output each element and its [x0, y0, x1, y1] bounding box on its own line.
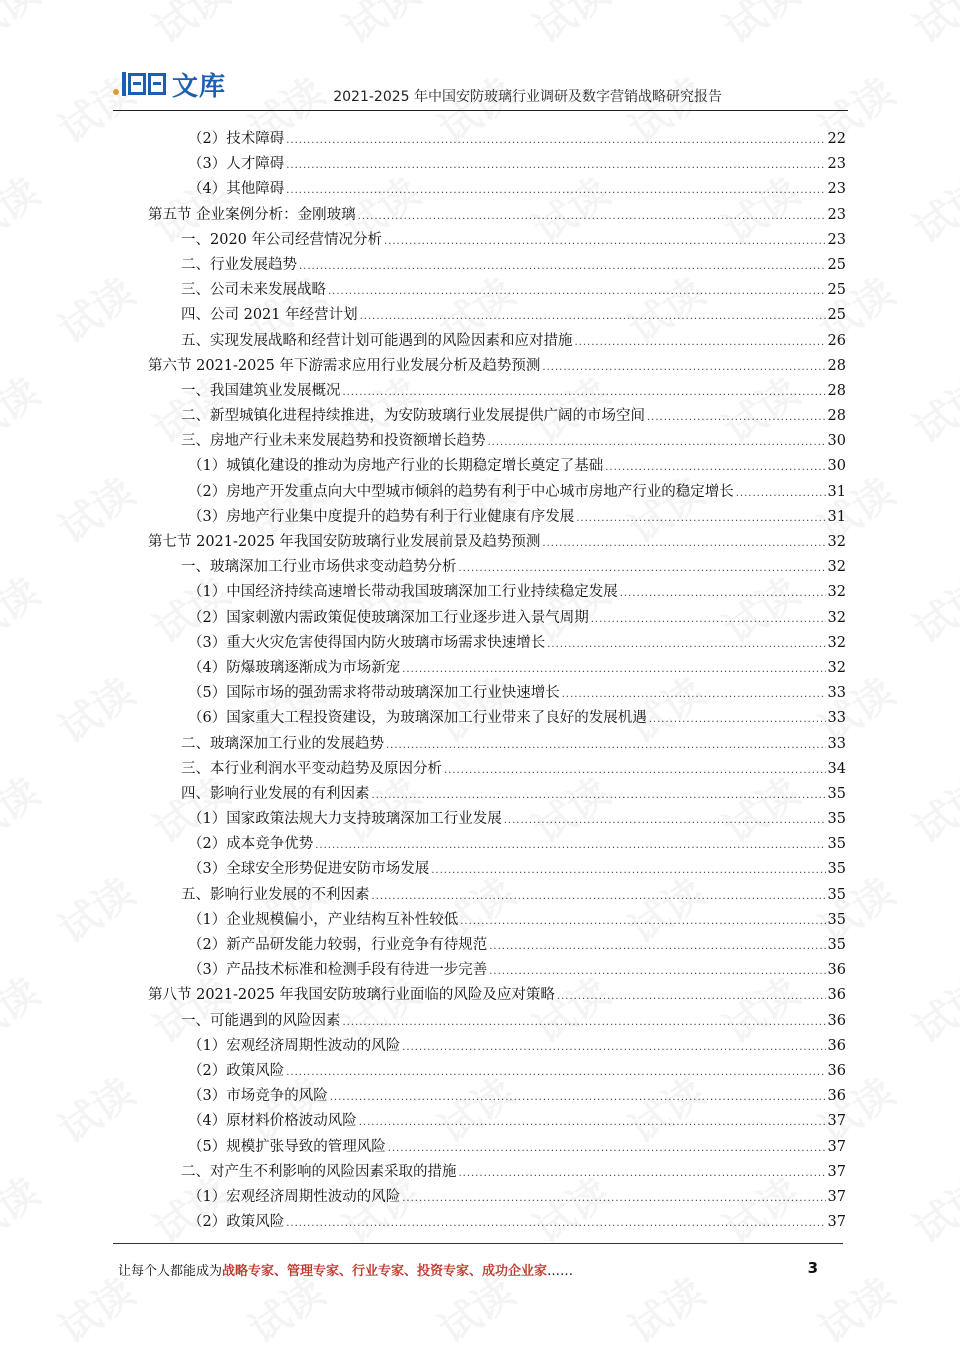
toc-leader-dots — [489, 934, 825, 959]
toc-entry[interactable] — [148, 983, 846, 1008]
watermark-text — [0, 762, 49, 855]
toc-entry[interactable] — [148, 580, 846, 605]
logo-mark-icon — [122, 72, 166, 96]
toc-entry-page: 31 — [827, 483, 846, 500]
toc-entry[interactable] — [148, 1034, 846, 1059]
toc-entry-title: 二、新型城镇化进程持续推进，为安防玻璃行业发展提供广阔的市场空间 — [181, 408, 645, 425]
toc-entry-title: （4）原材料价格波动风险 — [188, 1113, 357, 1130]
toc-entry-page: 35 — [827, 811, 846, 828]
toc-leader-dots — [402, 657, 825, 682]
toc-leader-dots — [372, 783, 826, 808]
toc-leader-dots — [343, 1010, 826, 1035]
toc-entry-page: 36 — [827, 962, 846, 979]
toc-entry-title: （2）房地产开发重点向大中型城市倾斜的趋势有利于中心城市房地产行业的稳定增长 — [188, 483, 734, 500]
footer-divider — [113, 1243, 843, 1244]
toc-leader-dots — [542, 531, 825, 556]
toc-leader-dots — [360, 304, 826, 329]
toc-entry[interactable] — [148, 807, 846, 832]
toc-entry[interactable] — [148, 832, 846, 857]
toc-entry[interactable] — [148, 454, 846, 479]
toc-leader-dots — [286, 1211, 825, 1236]
toc-entry-title: 一、玻璃深加工行业市场供求变动趋势分析 — [181, 559, 457, 576]
page-number: 3 — [807, 1259, 818, 1277]
toc-leader-dots — [542, 355, 825, 380]
watermark-text — [141, 0, 239, 55]
toc-leader-dots — [372, 884, 826, 909]
toc-entry-page: 35 — [827, 886, 846, 903]
toc-entry-title: （3）全球安全形势促进安防市场发展 — [188, 861, 430, 878]
toc-entry-page: 23 — [827, 206, 846, 223]
toc-leader-dots — [328, 279, 826, 304]
toc-entry-title: （5）规模扩张导致的管理风险 — [188, 1138, 386, 1155]
toc-entry-title: 三、房地产行业未来发展趋势和投资额增长趋势 — [181, 433, 486, 450]
toc-entry-title: 二、对产生不利影响的风险因素采取的措施 — [181, 1163, 457, 1180]
toc-leader-dots — [736, 481, 826, 506]
toc-entry-page: 25 — [827, 307, 846, 324]
toc-entry[interactable] — [148, 732, 846, 757]
watermark-text — [331, 0, 429, 55]
toc-entry-page: 31 — [827, 508, 846, 525]
toc-leader-dots — [647, 405, 826, 430]
toc-leader-dots — [605, 455, 825, 480]
toc-entry-page: 34 — [827, 760, 846, 777]
toc-entry-page: 30 — [827, 458, 846, 475]
toc-entry-page: 32 — [827, 634, 846, 651]
toc-entry[interactable] — [148, 152, 846, 177]
toc-entry-title: （1）宏观经济周期性波动的风险 — [188, 1037, 401, 1054]
toc-entry-page: 33 — [827, 710, 846, 727]
toc-entry-page: 37 — [827, 1138, 846, 1155]
toc-entry-title: （3）重大火灾危害使得国内防火玻璃市场需求快速增长 — [188, 634, 546, 651]
watermark-text — [901, 0, 960, 55]
watermark-text — [46, 262, 144, 355]
toc-leader-dots — [388, 1136, 826, 1161]
watermark-text — [901, 162, 960, 255]
toc-entry-title: 第八节 2021-2025 年我国安防玻璃行业面临的风险及应对策略 — [148, 987, 555, 1004]
toc-entry[interactable] — [148, 706, 846, 731]
toc-entry-page: 37 — [827, 1113, 846, 1130]
toc-leader-dots — [286, 1060, 825, 1085]
toc-entry-title: （2）政策风险 — [188, 1214, 285, 1231]
toc-leader-dots — [562, 682, 826, 707]
toc-leader-dots — [504, 808, 826, 833]
toc-leader-dots — [557, 984, 826, 1009]
toc-entry-page: 23 — [827, 181, 846, 198]
toc-entry[interactable] — [148, 883, 846, 908]
toc-leader-dots — [649, 707, 826, 732]
toc-entry-title: 二、玻璃深加工行业的发展趋势 — [181, 735, 384, 752]
toc-entry-page: 22 — [827, 131, 846, 147]
toc-entry-title: 第五节 企业案例分析：金刚玻璃 — [148, 206, 356, 223]
toc-entry-title: 四、影响行业发展的有利因素 — [181, 785, 370, 802]
toc-entry[interactable] — [148, 379, 846, 404]
toc-entry-title: （4）其他障碍 — [188, 181, 285, 198]
toc-entry[interactable] — [148, 656, 846, 681]
watermark-text — [901, 1162, 960, 1255]
watermark-text — [0, 0, 49, 55]
toc-entry-page: 26 — [827, 332, 846, 349]
toc-entry[interactable] — [148, 631, 846, 656]
toc-entry[interactable] — [148, 429, 846, 454]
toc-entry[interactable] — [148, 782, 846, 807]
toc-leader-dots — [444, 758, 826, 783]
toc-entry[interactable] — [148, 480, 846, 505]
toc-entry-title: （4）防爆玻璃逐渐成为市场新宠 — [188, 659, 401, 676]
toc-entry[interactable] — [148, 681, 846, 706]
toc-entry-title: （5）国际市场的强劲需求将带动玻璃深加工行业快速增长 — [188, 685, 560, 702]
toc-entry[interactable] — [148, 606, 846, 631]
watermark-text — [616, 1262, 714, 1355]
toc-entry-title: （1）国家政策法规大力支持玻璃深加工行业发展 — [188, 811, 502, 828]
toc-entry[interactable] — [148, 1009, 846, 1034]
toc-entry-page: 23 — [827, 231, 846, 248]
toc-entry-title: （6）国家重大工程投资建设，为玻璃深加工行业带来了良好的发展机遇 — [188, 710, 647, 727]
table-of-contents — [148, 127, 846, 1235]
toc-entry-page: 25 — [827, 282, 846, 299]
toc-entry-title: （1）宏观经济周期性波动的风险 — [188, 1188, 401, 1205]
toc-leader-dots — [299, 254, 826, 279]
toc-entry-title: （1）中国经济持续高速增长带动我国玻璃深加工行业持续稳定发展 — [188, 584, 618, 601]
toc-entry-title: 二、行业发展趋势 — [181, 256, 297, 273]
toc-entry-title: 第六节 2021-2025 年下游需求应用行业发展分析及趋势预测 — [148, 357, 541, 374]
toc-leader-dots — [286, 153, 825, 178]
toc-entry-title: （1）企业规模偏小，产业结构互补性较低 — [188, 911, 459, 928]
toc-leader-dots — [315, 833, 825, 858]
logo-text: 文库 — [172, 71, 227, 102]
toc-entry-page: 36 — [827, 1088, 846, 1105]
toc-leader-dots — [286, 128, 825, 153]
toc-entry[interactable] — [148, 908, 846, 933]
logo — [113, 68, 226, 100]
toc-entry-title: 三、公司未来发展战略 — [181, 282, 326, 299]
toc-entry[interactable] — [148, 354, 846, 379]
toc-entry-title: 一、可能遇到的风险因素 — [181, 1012, 341, 1029]
toc-leader-dots — [547, 632, 825, 657]
toc-leader-dots — [489, 959, 825, 984]
toc-entry-page: 36 — [827, 1062, 846, 1079]
toc-entry[interactable] — [148, 278, 846, 303]
toc-entry-page: 25 — [827, 256, 846, 273]
toc-leader-dots — [330, 1085, 826, 1110]
toc-entry-page: 32 — [827, 534, 846, 550]
toc-entry-page: 28 — [827, 408, 846, 425]
watermark-text — [901, 962, 960, 1055]
toc-entry[interactable] — [148, 555, 846, 580]
watermark-text — [901, 762, 960, 855]
toc-entry[interactable] — [148, 228, 846, 253]
watermark-text — [0, 362, 49, 455]
toc-entry[interactable] — [148, 203, 846, 228]
toc-entry[interactable] — [148, 933, 846, 958]
toc-entry[interactable] — [148, 530, 846, 555]
watermark-text — [0, 562, 49, 655]
watermark-text — [0, 162, 49, 255]
toc-entry-page: 35 — [827, 861, 846, 878]
toc-leader-dots — [459, 556, 826, 581]
toc-entry[interactable] — [148, 1185, 846, 1210]
toc-entry[interactable] — [148, 1210, 846, 1235]
toc-entry[interactable] — [148, 857, 846, 882]
toc-entry[interactable] — [148, 404, 846, 429]
toc-entry[interactable] — [148, 1059, 846, 1084]
toc-entry-title: 一、2020 年公司经营情况分析 — [181, 231, 383, 248]
toc-entry-page: 35 — [827, 937, 846, 953]
toc-entry[interactable] — [148, 1109, 846, 1134]
footer-highlight: 战略专家、管理专家、行业专家、投资专家、成功企业家 — [222, 1264, 548, 1279]
toc-entry[interactable] — [148, 127, 846, 152]
toc-entry-title: （2）技术障碍 — [188, 131, 285, 147]
toc-leader-dots — [575, 330, 826, 355]
toc-entry-title: （1）城镇化建设的推动为房地产行业的长期稳定增长奠定了基础 — [188, 458, 604, 475]
toc-entry-page: 28 — [827, 357, 846, 374]
toc-entry[interactable] — [148, 958, 846, 983]
toc-entry-title: （2）新产品研发能力较弱，行业竞争有待规范 — [188, 937, 488, 953]
watermark-text — [711, 0, 809, 55]
toc-entry[interactable] — [148, 757, 846, 782]
toc-entry-title: 五、实现发展战略和经营计划可能遇到的风险因素和应对措施 — [181, 332, 573, 349]
toc-entry-page: 33 — [827, 735, 846, 752]
toc-leader-dots — [620, 581, 826, 606]
toc-entry-title: 第七节 2021-2025 年我国安防玻璃行业发展前景及趋势预测 — [148, 534, 541, 550]
toc-entry[interactable] — [148, 329, 846, 354]
logo-dot-icon — [113, 89, 119, 95]
watermark-text — [901, 362, 960, 455]
toc-entry[interactable] — [148, 1135, 846, 1160]
toc-entry-title: 四、公司 2021 年经营计划 — [181, 307, 358, 324]
toc-entry-title: （3）市场竞争的风险 — [188, 1088, 328, 1105]
toc-entry-page: 36 — [827, 1037, 846, 1054]
toc-entry[interactable] — [148, 505, 846, 530]
toc-entry-title: （3）房地产行业集中度提升的趋势有利于行业健康有序发展 — [188, 508, 575, 525]
toc-leader-dots — [591, 607, 826, 632]
toc-entry-page: 36 — [827, 1012, 846, 1029]
toc-entry-page: 37 — [827, 1163, 846, 1180]
document-title: 2021-2025 年中国安防玻璃行业调研及数字营销战略研究报告 — [333, 89, 722, 105]
toc-entry-page: 35 — [827, 785, 846, 802]
toc-leader-dots — [343, 380, 826, 405]
toc-leader-dots — [402, 1035, 825, 1060]
watermark-text — [46, 1062, 144, 1155]
toc-entry-title: （2）政策风险 — [188, 1062, 285, 1079]
toc-entry-page: 35 — [827, 911, 846, 928]
toc-entry-page: 36 — [827, 987, 846, 1004]
watermark-text — [901, 562, 960, 655]
toc-entry-title: 一、我国建筑业发展概况 — [181, 382, 341, 399]
toc-entry-page: 37 — [827, 1214, 846, 1231]
watermark-text — [46, 662, 144, 755]
watermark-text — [46, 462, 144, 555]
toc-leader-dots — [459, 1161, 826, 1186]
toc-leader-dots — [359, 1110, 826, 1135]
toc-entry-page: 35 — [827, 836, 846, 853]
toc-entry-title: 三、本行业利润水平变动趋势及原因分析 — [181, 760, 442, 777]
toc-entry-page: 33 — [827, 685, 846, 702]
toc-entry-page: 32 — [827, 584, 846, 601]
footer-slogan — [118, 1260, 573, 1279]
toc-entry-page: 32 — [827, 559, 846, 576]
toc-entry-page: 30 — [827, 433, 846, 450]
toc-entry[interactable] — [148, 303, 846, 328]
toc-entry-title: 五、影响行业发展的不利因素 — [181, 886, 370, 903]
toc-leader-dots — [576, 506, 825, 531]
toc-entry[interactable] — [148, 253, 846, 278]
toc-leader-dots — [460, 909, 825, 934]
toc-entry-page: 23 — [827, 156, 846, 173]
toc-entry-page: 32 — [827, 659, 846, 676]
watermark-text — [521, 0, 619, 55]
toc-leader-dots — [431, 858, 825, 883]
toc-leader-dots — [384, 229, 826, 254]
toc-leader-dots — [386, 733, 826, 758]
toc-leader-dots — [402, 1186, 825, 1211]
toc-entry[interactable] — [148, 1160, 846, 1185]
watermark-text — [0, 962, 49, 1055]
toc-entry[interactable] — [148, 177, 846, 202]
footer-prefix: 让每个人都能成为 — [118, 1264, 223, 1279]
toc-entry-title: （3）人才障碍 — [188, 156, 285, 173]
watermark-text — [0, 1162, 49, 1255]
toc-leader-dots — [488, 430, 826, 455]
toc-entry-title: （2）国家刺激内需政策促使玻璃深加工行业逐步进入景气周期 — [188, 609, 589, 626]
toc-entry-page: 28 — [827, 382, 846, 399]
toc-entry-title: （2）成本竞争优势 — [188, 836, 314, 853]
toc-entry[interactable] — [148, 1084, 846, 1109]
watermark-text — [806, 1262, 904, 1355]
toc-leader-dots — [286, 178, 825, 203]
page-header — [113, 60, 848, 111]
toc-entry-page: 37 — [827, 1188, 846, 1205]
watermark-text — [46, 862, 144, 955]
toc-leader-dots — [358, 204, 826, 229]
footer-suffix: …… — [547, 1264, 574, 1279]
toc-entry-title: （3）产品技术标准和检测手段有待进一步完善 — [188, 962, 488, 979]
toc-entry-page: 32 — [827, 609, 846, 626]
